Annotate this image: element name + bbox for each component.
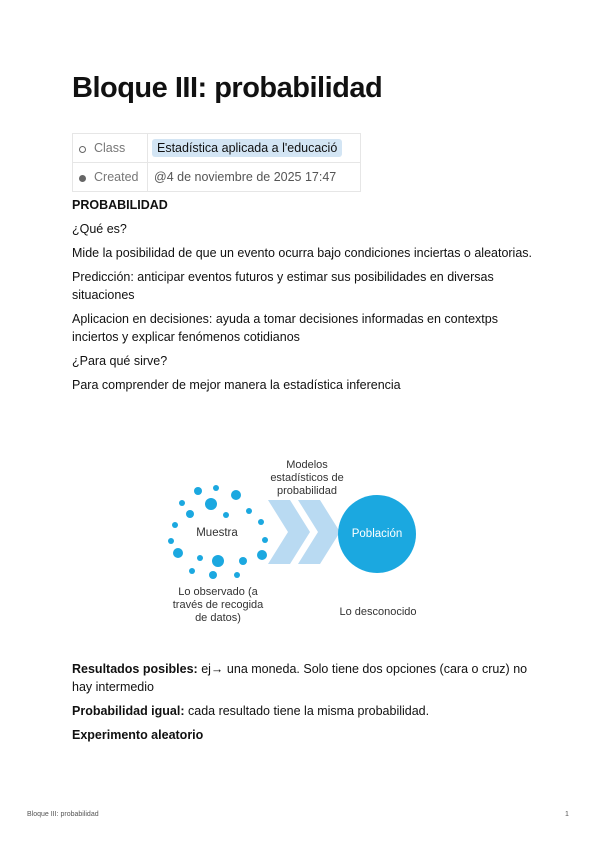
- page-title: Bloque III: probabilidad: [72, 72, 383, 104]
- sample-dot: [212, 555, 224, 567]
- sample-dot: [257, 550, 267, 560]
- models-label: Modelos estadísticos de probabilidad: [270, 459, 344, 497]
- sample-dot: [223, 512, 229, 518]
- page-content: [72, 196, 532, 400]
- sample-dot: [189, 568, 195, 574]
- observed-label: Lo observado (a través de recogida de datos): [172, 586, 264, 624]
- property-key-class: Class: [94, 141, 126, 155]
- question-purpose: ¿Para qué sirve?: [72, 354, 168, 368]
- sample-dot: [258, 519, 264, 525]
- experiment-paragraph: [72, 726, 532, 744]
- sample-dot: [197, 555, 203, 561]
- sample-dot: [246, 508, 252, 514]
- definition-paragraph: Mide la posibilidad de que un evento ocurra bajo condiciones inciertas o aleatorias.: [72, 246, 533, 260]
- created-value: @4 de noviembre de 2025 17:47: [154, 170, 337, 184]
- sample-dot: [179, 500, 185, 506]
- unknown-label: Lo desconocido: [339, 606, 417, 618]
- page-content-continued: [72, 660, 532, 750]
- sample-dot: [213, 485, 219, 491]
- sample-dot: [205, 498, 217, 510]
- section-heading: PROBABILIDAD: [72, 198, 168, 212]
- properties-table: [72, 133, 361, 192]
- population-label: Población: [351, 528, 403, 540]
- equal-paragraph: [72, 702, 532, 720]
- sample-dot: [173, 548, 183, 558]
- property-row-created: [73, 163, 361, 192]
- sample-dot: [172, 522, 178, 528]
- equal-label: Probabilidad igual:: [72, 704, 185, 718]
- purpose-paragraph: Para comprender de mejor manera la estadística inferencia: [72, 378, 401, 392]
- results-label: Resultados posibles:: [72, 662, 198, 676]
- chevron-arrow-1: [268, 500, 310, 564]
- sample-dot: [209, 571, 217, 579]
- sample-population-diagram: [150, 448, 450, 648]
- footer-title: Bloque III: probabilidad: [27, 811, 99, 818]
- sample-dot: [262, 537, 268, 543]
- chevron-arrows: [268, 500, 340, 564]
- sample-dot: [239, 557, 247, 565]
- property-row-class: [73, 134, 361, 163]
- sample-dot: [231, 490, 241, 500]
- equal-text: cada resultado tiene la misma probabilidad.: [184, 704, 430, 718]
- prediction-paragraph: Predicción: anticipar eventos futuros y estimar sus posibilidades en diversas situaciones: [72, 270, 494, 302]
- sample-dot: [186, 510, 194, 518]
- clock-icon: [79, 175, 86, 182]
- sample-dot: [234, 572, 240, 578]
- sample-label: Muestra: [196, 527, 238, 539]
- results-text: ej→ una moneda. Solo tiene dos opciones (cara o cruz) no hay intermedio: [72, 662, 528, 694]
- footer-page-number: 1: [565, 811, 569, 818]
- class-tag[interactable]: Estadística aplicada a l'educació: [152, 139, 342, 157]
- list-icon: [79, 146, 86, 153]
- sample-dot: [194, 487, 202, 495]
- experiment-label: Experimento aleatorio: [72, 728, 204, 742]
- property-key-created: Created: [94, 170, 139, 184]
- sample-dot: [168, 538, 174, 544]
- decisions-paragraph: Aplicacion en decisiones: ayuda a tomar decisiones informadas en contextps inciertos y explicar fenómenos cotidianos: [72, 312, 498, 344]
- question-what: ¿Qué es?: [72, 222, 127, 236]
- results-paragraph: [72, 660, 532, 696]
